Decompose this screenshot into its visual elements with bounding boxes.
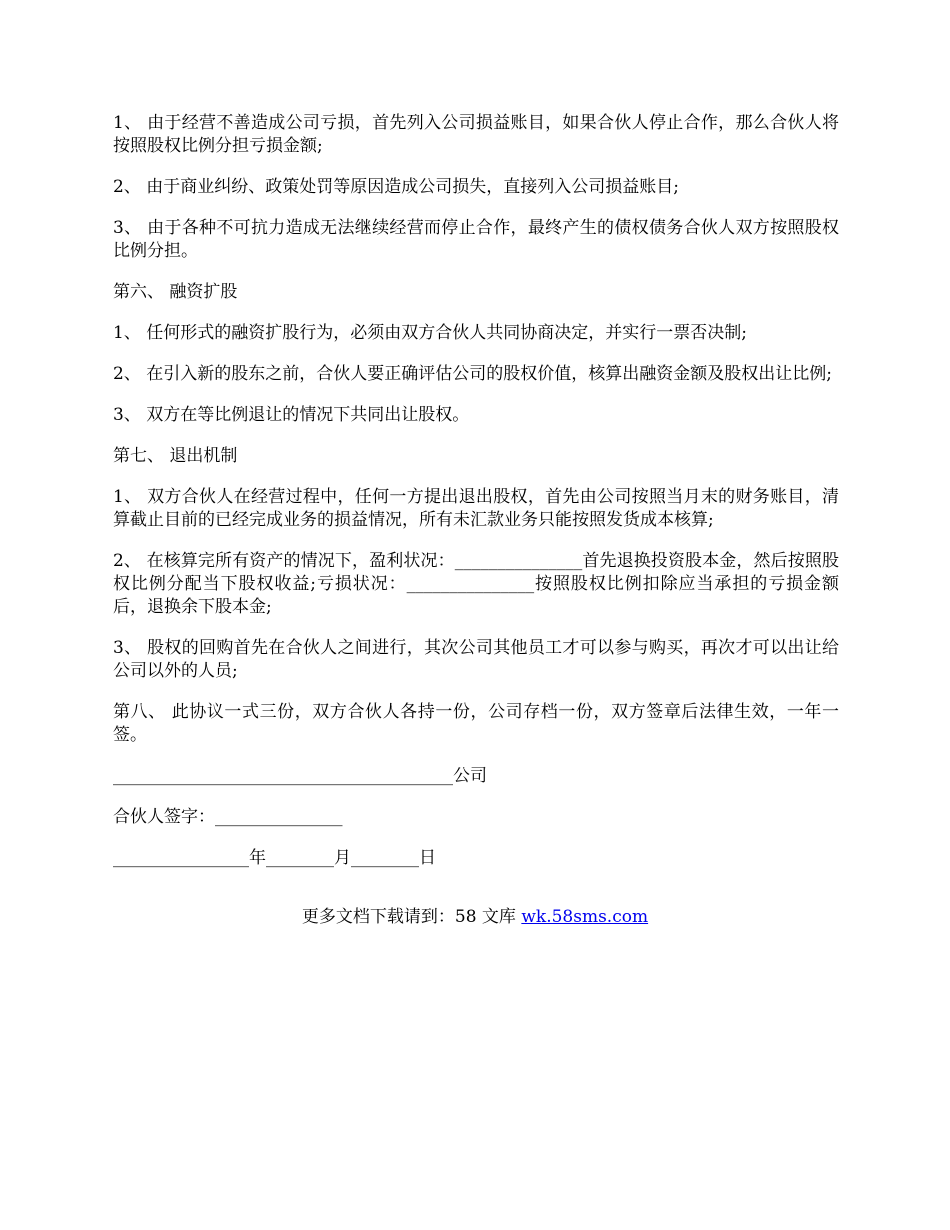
exit-clause-3: 3、 股权的回购首先在合伙人之间进行，其次公司其他员工才可以参与购买，再次才可以出让给公司以外的人员; [113, 638, 839, 681]
exit-clause-2: 2、 在核算完所有资产的情况下，盈利状况：_______________首先退换投资股本金，然后按照股权比例分配当下股权收益;亏损状况：_______________按照股权比例扣除应当承担的亏损金额后，退换余下股本金; [113, 551, 839, 617]
section-heading-exit: 第七、 退出机制 [113, 446, 238, 466]
loss-clause-1: 1、 由于经营不善造成公司亏损，首先列入公司损益账目，如果合伙人停止合作，那么合伙人将按照股权比例分担亏损金额; [113, 113, 839, 156]
financing-clause-2: 2、 在引入新的股东之前，合伙人要正确评估公司的股权价值，核算出融资金额及股权出让比例; [113, 364, 832, 384]
exit-clause-1: 1、 双方合伙人在经营过程中，任何一方提出退出股权，首先由公司按照当月末的财务账目，清算截止目前的已经完成业务的损益情况，所有未汇款业务只能按照发货成本核算; [113, 487, 839, 530]
section-heading-financing: 第六、 融资扩股 [113, 282, 238, 302]
loss-clause-2: 2、 由于商业纠纷、政策处罚等原因造成公司损失，直接列入公司损益账目; [113, 177, 679, 197]
document-body [113, 112, 839, 888]
financing-clause-3: 3、 双方在等比例退让的情况下共同出让股权。 [113, 405, 470, 425]
loss-clause-3: 3、 由于各种不可抗力造成无法继续经营而停止合作，最终产生的债权债务合伙人双方按照股权比例分担。 [113, 218, 839, 261]
download-footer [0, 906, 950, 929]
partner-signature-line: 合伙人签字：_______________ [113, 807, 343, 827]
section-heading-copies: 第八、 此协议一式三份，双方合伙人各持一份，公司存档一份，双方签章后法律生效，一年一签。 [113, 702, 839, 745]
footer-link[interactable]: wk.58sms.com [521, 907, 649, 927]
financing-clause-1: 1、 任何形式的融资扩股行为，必须由双方合伙人共同协商决定，并实行一票否决制; [113, 323, 747, 343]
footer-text: 更多文档下载请到：58 文库 [301, 907, 522, 927]
date-line: ________________年________月________日 [113, 848, 436, 868]
company-signature-line: ________________________________________公司 [113, 766, 487, 786]
